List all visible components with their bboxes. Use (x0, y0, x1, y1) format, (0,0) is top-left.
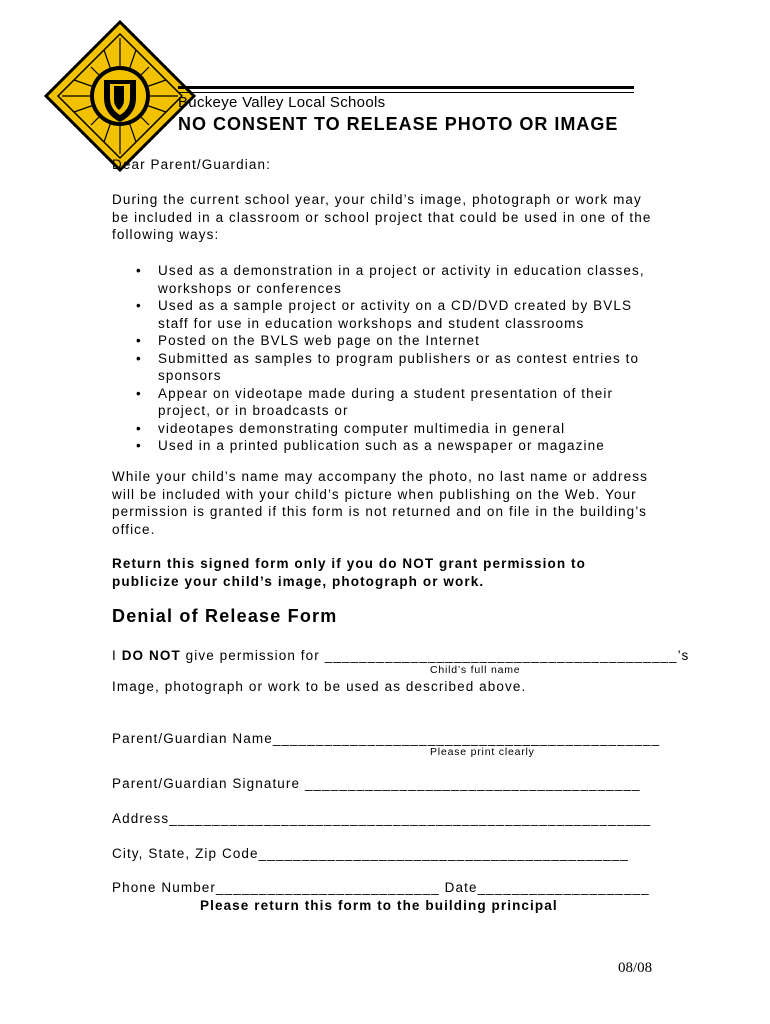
intro-line: following ways: (112, 227, 220, 242)
child-name-field[interactable]: give permission for _________________________________________ (180, 648, 678, 663)
greeting: Dear Parent/Guardian: (112, 157, 271, 172)
parent-name-field[interactable]: Parent/Guardian Name_____________________________________________ (112, 731, 661, 746)
form-heading: Denial of Release Form (112, 606, 338, 626)
phone-field[interactable]: Phone Number__________________________ (112, 880, 440, 895)
list-item: • Used as a demonstration in a project or activity in education classes, workshops or conferences (112, 262, 645, 297)
do-not-emphasis: DO NOT (121, 648, 181, 663)
privacy-line: office. (112, 521, 156, 537)
list-item: • videotapes demonstrating computer multimedia in general (112, 420, 645, 438)
list-item: • Submitted as samples to program publishers or as contest entries to sponsors (112, 350, 645, 385)
intro-line: be included in a classroom or school project that could be used in one of the (112, 209, 652, 225)
revision-date: 08/08 (618, 960, 653, 976)
address-field[interactable]: Address________________________________________________________ (112, 811, 652, 826)
list-item: • Posted on the BVLS web page on the Internet (112, 332, 645, 350)
list-item: • Used as a sample project or activity on a CD/DVD created by BVLS staff for use in education workshops and student classrooms (112, 297, 645, 332)
document-title: NO CONSENT TO RELEASE PHOTO OR IMAGE (178, 114, 619, 134)
usage-list (112, 262, 645, 455)
intro-line: During the current school year, your child’s image, photograph or work may (112, 192, 642, 207)
phone-date-line (112, 879, 650, 897)
privacy-line: While your child’s name may accompany the photo, no last name or address (112, 469, 648, 484)
footer-instruction: Please return this form to the building principal (200, 898, 558, 913)
school-logo (44, 20, 196, 172)
organization-name: Buckeye Valley Local Schools (178, 94, 386, 111)
privacy-line: will be included with your child’s picture when publishing on the Web. Your (112, 486, 637, 502)
return-notice: Return this signed form only if you do NOT grant permission to (112, 556, 586, 571)
header-rule-thin (178, 92, 634, 93)
date-field[interactable]: Date____________________ (439, 880, 650, 895)
signature-field[interactable]: Parent/Guardian Signature _______________________________________ (112, 776, 641, 791)
permission-line: I DO NOT give permission for _________________________________________’s (112, 648, 690, 663)
permission-line-2: Image, photograph or work to be used as described above. (112, 679, 527, 694)
return-notice: publicize your child’s image, photograph or work. (112, 573, 485, 589)
parent-name-caption: Please print clearly (430, 746, 535, 758)
header-rule-thick (178, 86, 634, 89)
city-state-zip-field[interactable]: City, State, Zip Code___________________________________________ (112, 846, 629, 861)
list-item: • Appear on videotape made during a student presentation of their project, or in broadcasts or (112, 385, 645, 420)
list-item: • Used in a printed publication such as a newspaper or magazine (112, 437, 645, 455)
child-name-caption: Child’s full name (430, 664, 521, 676)
privacy-line: permission is granted if this form is not returned and on file in the building’s (112, 504, 647, 519)
